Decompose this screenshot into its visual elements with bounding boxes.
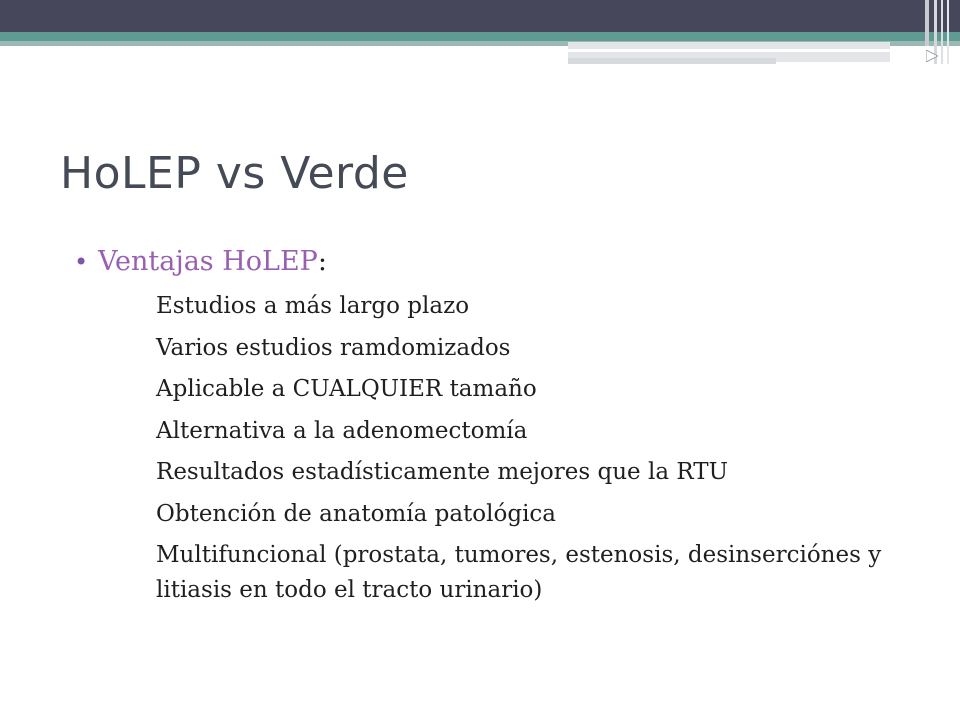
header-stripe bbox=[941, 0, 943, 64]
header-dark-bar bbox=[0, 0, 960, 32]
header-white-line bbox=[568, 49, 890, 52]
bullet-label: Ventajas HoLEP bbox=[98, 246, 318, 277]
list-item: Varios estudios ramdomizados bbox=[156, 334, 511, 361]
list-item: Resultados estadísticamente mejores que la RTU bbox=[156, 459, 728, 485]
bullet-dot-icon: • bbox=[74, 248, 89, 276]
slide-content bbox=[74, 242, 934, 608]
header-teal-bar bbox=[0, 32, 960, 41]
list-item: Estudios a más largo plazo bbox=[156, 293, 470, 319]
header-stripe bbox=[925, 0, 929, 46]
bullet-colon: : bbox=[317, 246, 327, 277]
list-item: Alternativa a la adenomectomía bbox=[156, 417, 528, 444]
corner-triangle-icon bbox=[926, 50, 938, 62]
list-item: Aplicable a CUALQUIER tamaño bbox=[156, 376, 537, 402]
sub-item-list bbox=[74, 286, 934, 608]
bullet-item bbox=[74, 242, 934, 282]
slide-title: HoLEP vs Verde bbox=[60, 148, 409, 199]
list-item: Obtención de anatomía patológica bbox=[156, 500, 557, 527]
list-item: Multifuncional (prostata, tumores, estenosis, desinserciónes y litiasis en todo el tracto urinario) bbox=[156, 542, 882, 603]
header-stripe bbox=[947, 0, 949, 64]
header-gray-bar-short bbox=[568, 58, 776, 64]
